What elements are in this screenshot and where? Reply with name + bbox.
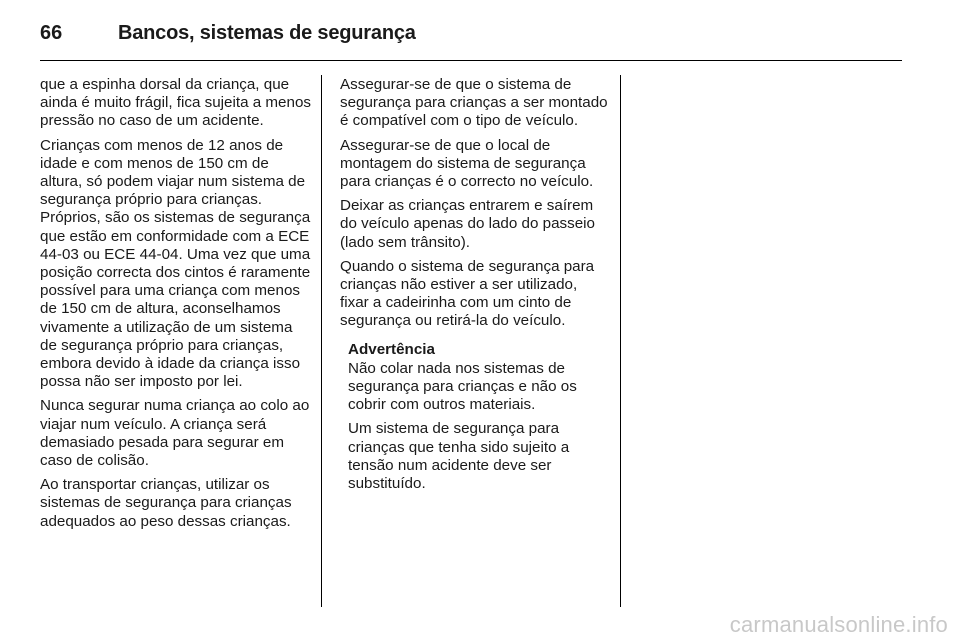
- warning-box: [348, 341, 608, 494]
- paragraph: que a espinha dorsal da criança, que ainda é muito frágil, fica sujeita a menos pressão no caso de um acidente.: [40, 76, 311, 130]
- page-number: 66: [40, 21, 63, 44]
- column-divider-1: [321, 75, 322, 607]
- paragraph: Ao transportar crianças, utilizar os sistemas de segurança para crianças adequados ao peso dessas crianças.: [40, 476, 292, 530]
- warning-paragraph: Não colar nada nos sistemas de segurança para crianças e não os cobrir com outros materiais.: [348, 359, 577, 414]
- right-column: [340, 76, 608, 499]
- watermark: carmanualsonline.info: [729, 612, 948, 637]
- chapter-title: Bancos, sistemas de segurança: [118, 21, 416, 44]
- warning-paragraph: Um sistema de segurança para crianças que tenha sido sujeito a tensão num acidente deve ser substituído.: [348, 420, 570, 493]
- column-divider-2: [620, 75, 621, 607]
- paragraph: Quando o sistema de segurança para crianças não estiver a ser utilizado, fixar a cadeirinha com um cinto de segurança ou retirá-la do veículo.: [340, 257, 595, 330]
- page-header: [40, 20, 416, 46]
- paragraph: Nunca segurar numa criança ao colo ao viajar num veículo. A criança será demasiado pesada para segurar em caso de colisão.: [40, 397, 310, 470]
- paragraph: Assegurar-se de que o local de montagem do sistema de segurança para crianças é o correcto no veículo.: [340, 136, 594, 191]
- paragraph: Crianças com menos de 12 anos de idade e com menos de 150 cm de altura, só podem viajar num sistema de segurança próprio para crianças. Próprios, são os sistemas de segurança que estão em conformidade com a ECE 44-03 ou ECE 44-04. Uma vez que uma posição correcta dos cintos é raramente possível para uma criança com menos de 150 cm de altura, aconselhamos vivamente a utilização de um sistema de segurança próprio para crianças, embora devido à idade da criança isso possa não ser imposto por lei.: [40, 136, 311, 391]
- left-column: [40, 76, 312, 537]
- header-rule: [40, 60, 902, 61]
- paragraph: Deixar as crianças entrarem e saírem do veículo apenas do lado do passeio (lado sem trânsito).: [340, 197, 596, 251]
- paragraph: Assegurar-se de que o sistema de segurança para crianças a ser montado é compatível com o tipo de veículo.: [340, 76, 608, 130]
- warning-title: Advertência: [348, 340, 435, 358]
